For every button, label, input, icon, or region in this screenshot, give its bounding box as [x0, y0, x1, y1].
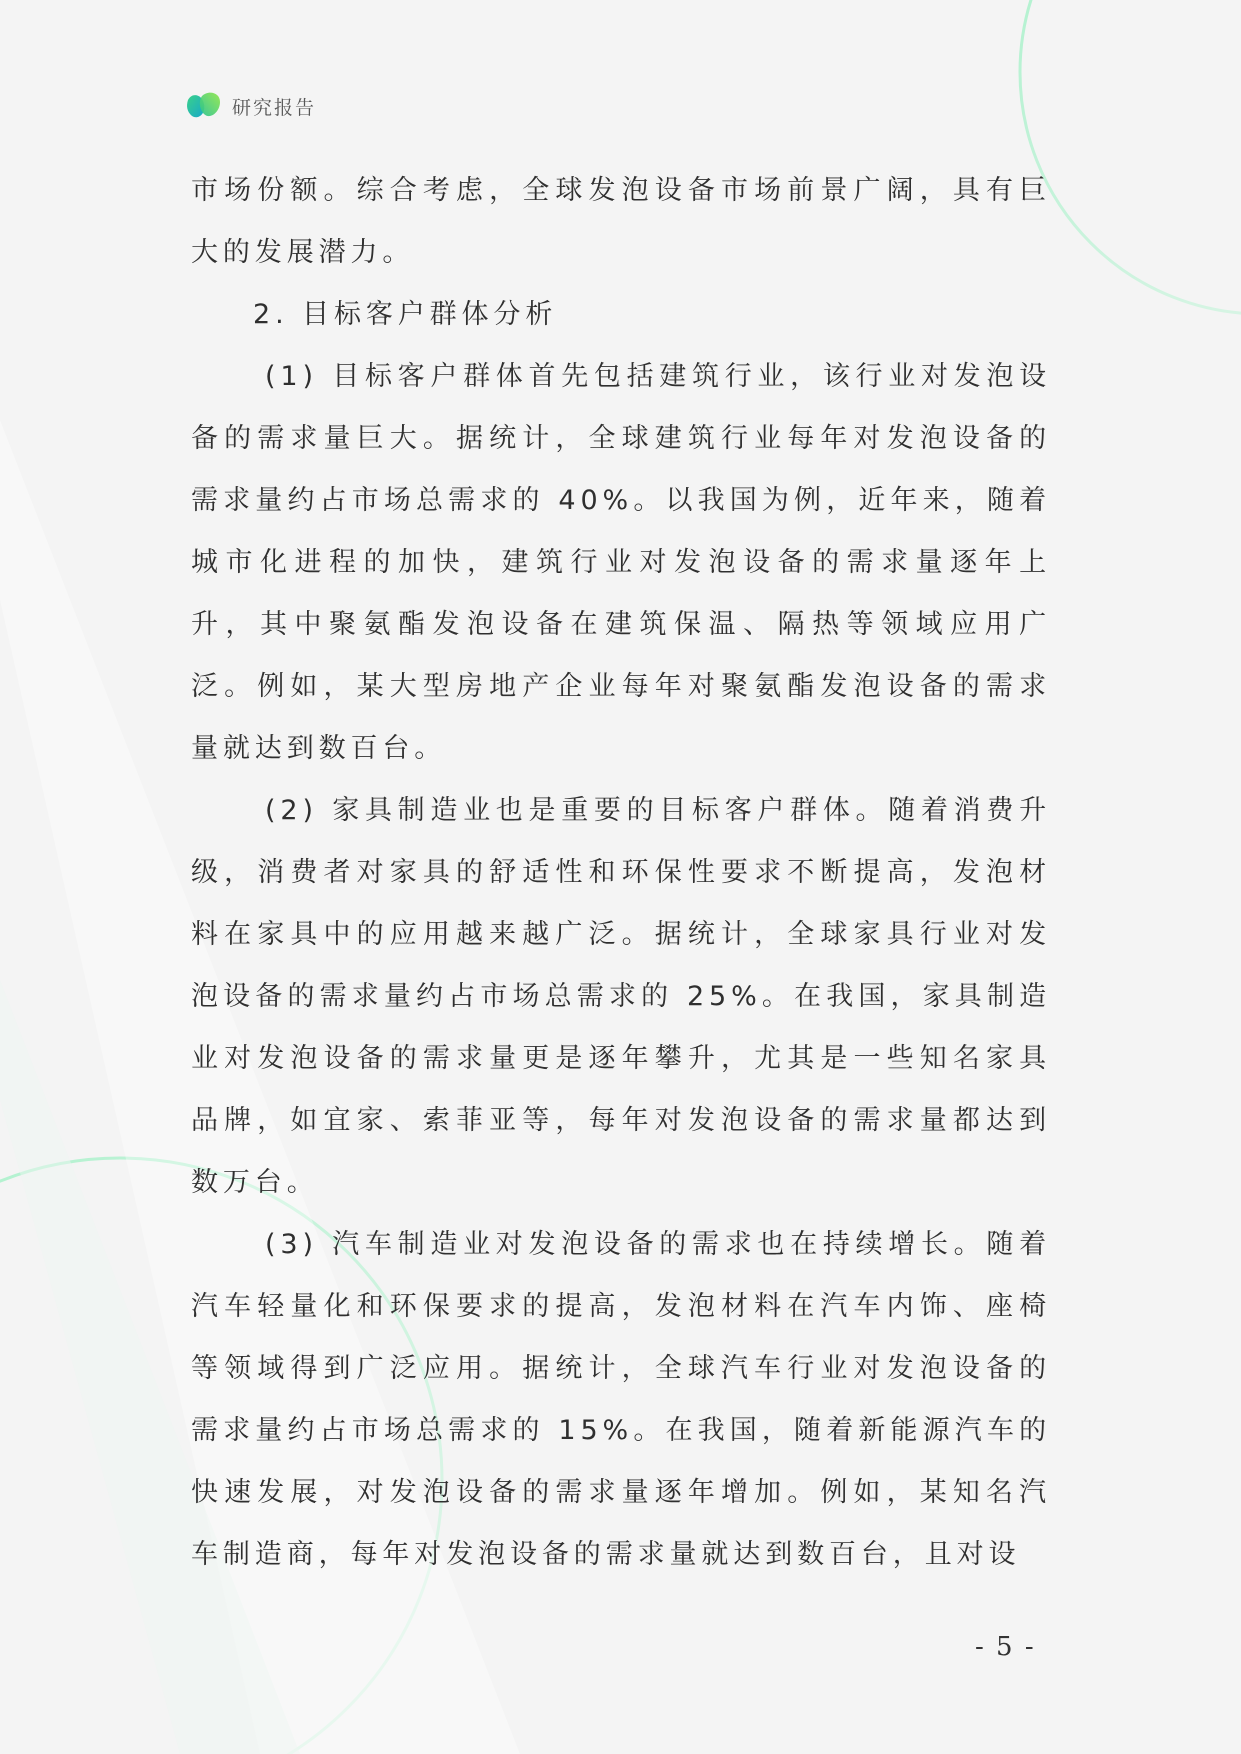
header-title: 研究报告	[232, 96, 317, 119]
paragraph-continuation: 市场份额。综合考虑，全球发泡设备市场前景广阔，具有巨大的发展潜力。	[191, 175, 1051, 268]
top-right-arc	[1020, 0, 1241, 314]
paragraph-automotive: (3) 汽车制造业对发泡设备的需求也在持续增长。随着汽车轻量化和环保要求的提高，发泡材料在汽车内饰、座椅等领域得到广泛应用。据统计，全球汽车行业对发泡设备的需求量约占市场总需求的 15%。在我国，随着新能源汽车的快速发展，对发泡设备的需求量逐年增加。例如，某知名汽车制造商，每年对发泡设备的需求量就达到数百台，且对设	[191, 1229, 1051, 1570]
section-heading: 2. 目标客户群体分析	[253, 299, 558, 330]
document-body	[191, 160, 1051, 1586]
gradient-leaf-logo-icon	[186, 90, 222, 122]
paragraph-construction: (1) 目标客户群体首先包括建筑行业，该行业对发泡设备的需求量巨大。据统计，全球建筑行业每年对发泡设备的需求量约占市场总需求的 40%。以我国为例，近年来，随着城市化进程的加快，建筑行业对发泡设备的需求量逐年上升，其中聚氨酯发泡设备在建筑保温、隔热等领域应用广泛。例如，某大型房地产企业每年对聚氨酯发泡设备的需求量就达到数百台。	[191, 361, 1051, 764]
paragraph-furniture: (2) 家具制造业也是重要的目标客户群体。随着消费升级，消费者对家具的舒适性和环保性要求不断提高，发泡材料在家具中的应用越来越广泛。据统计，全球家具行业对发泡设备的需求量约占市场总需求的 25%。在我国，家具制造业对发泡设备的需求量更是逐年攀升，尤其是一些知名家具品牌，如宜家、索菲亚等，每年对发泡设备的需求量都达到数万台。	[191, 795, 1051, 1198]
report-header	[186, 88, 316, 124]
page-number: - 5 -	[975, 1632, 1036, 1662]
